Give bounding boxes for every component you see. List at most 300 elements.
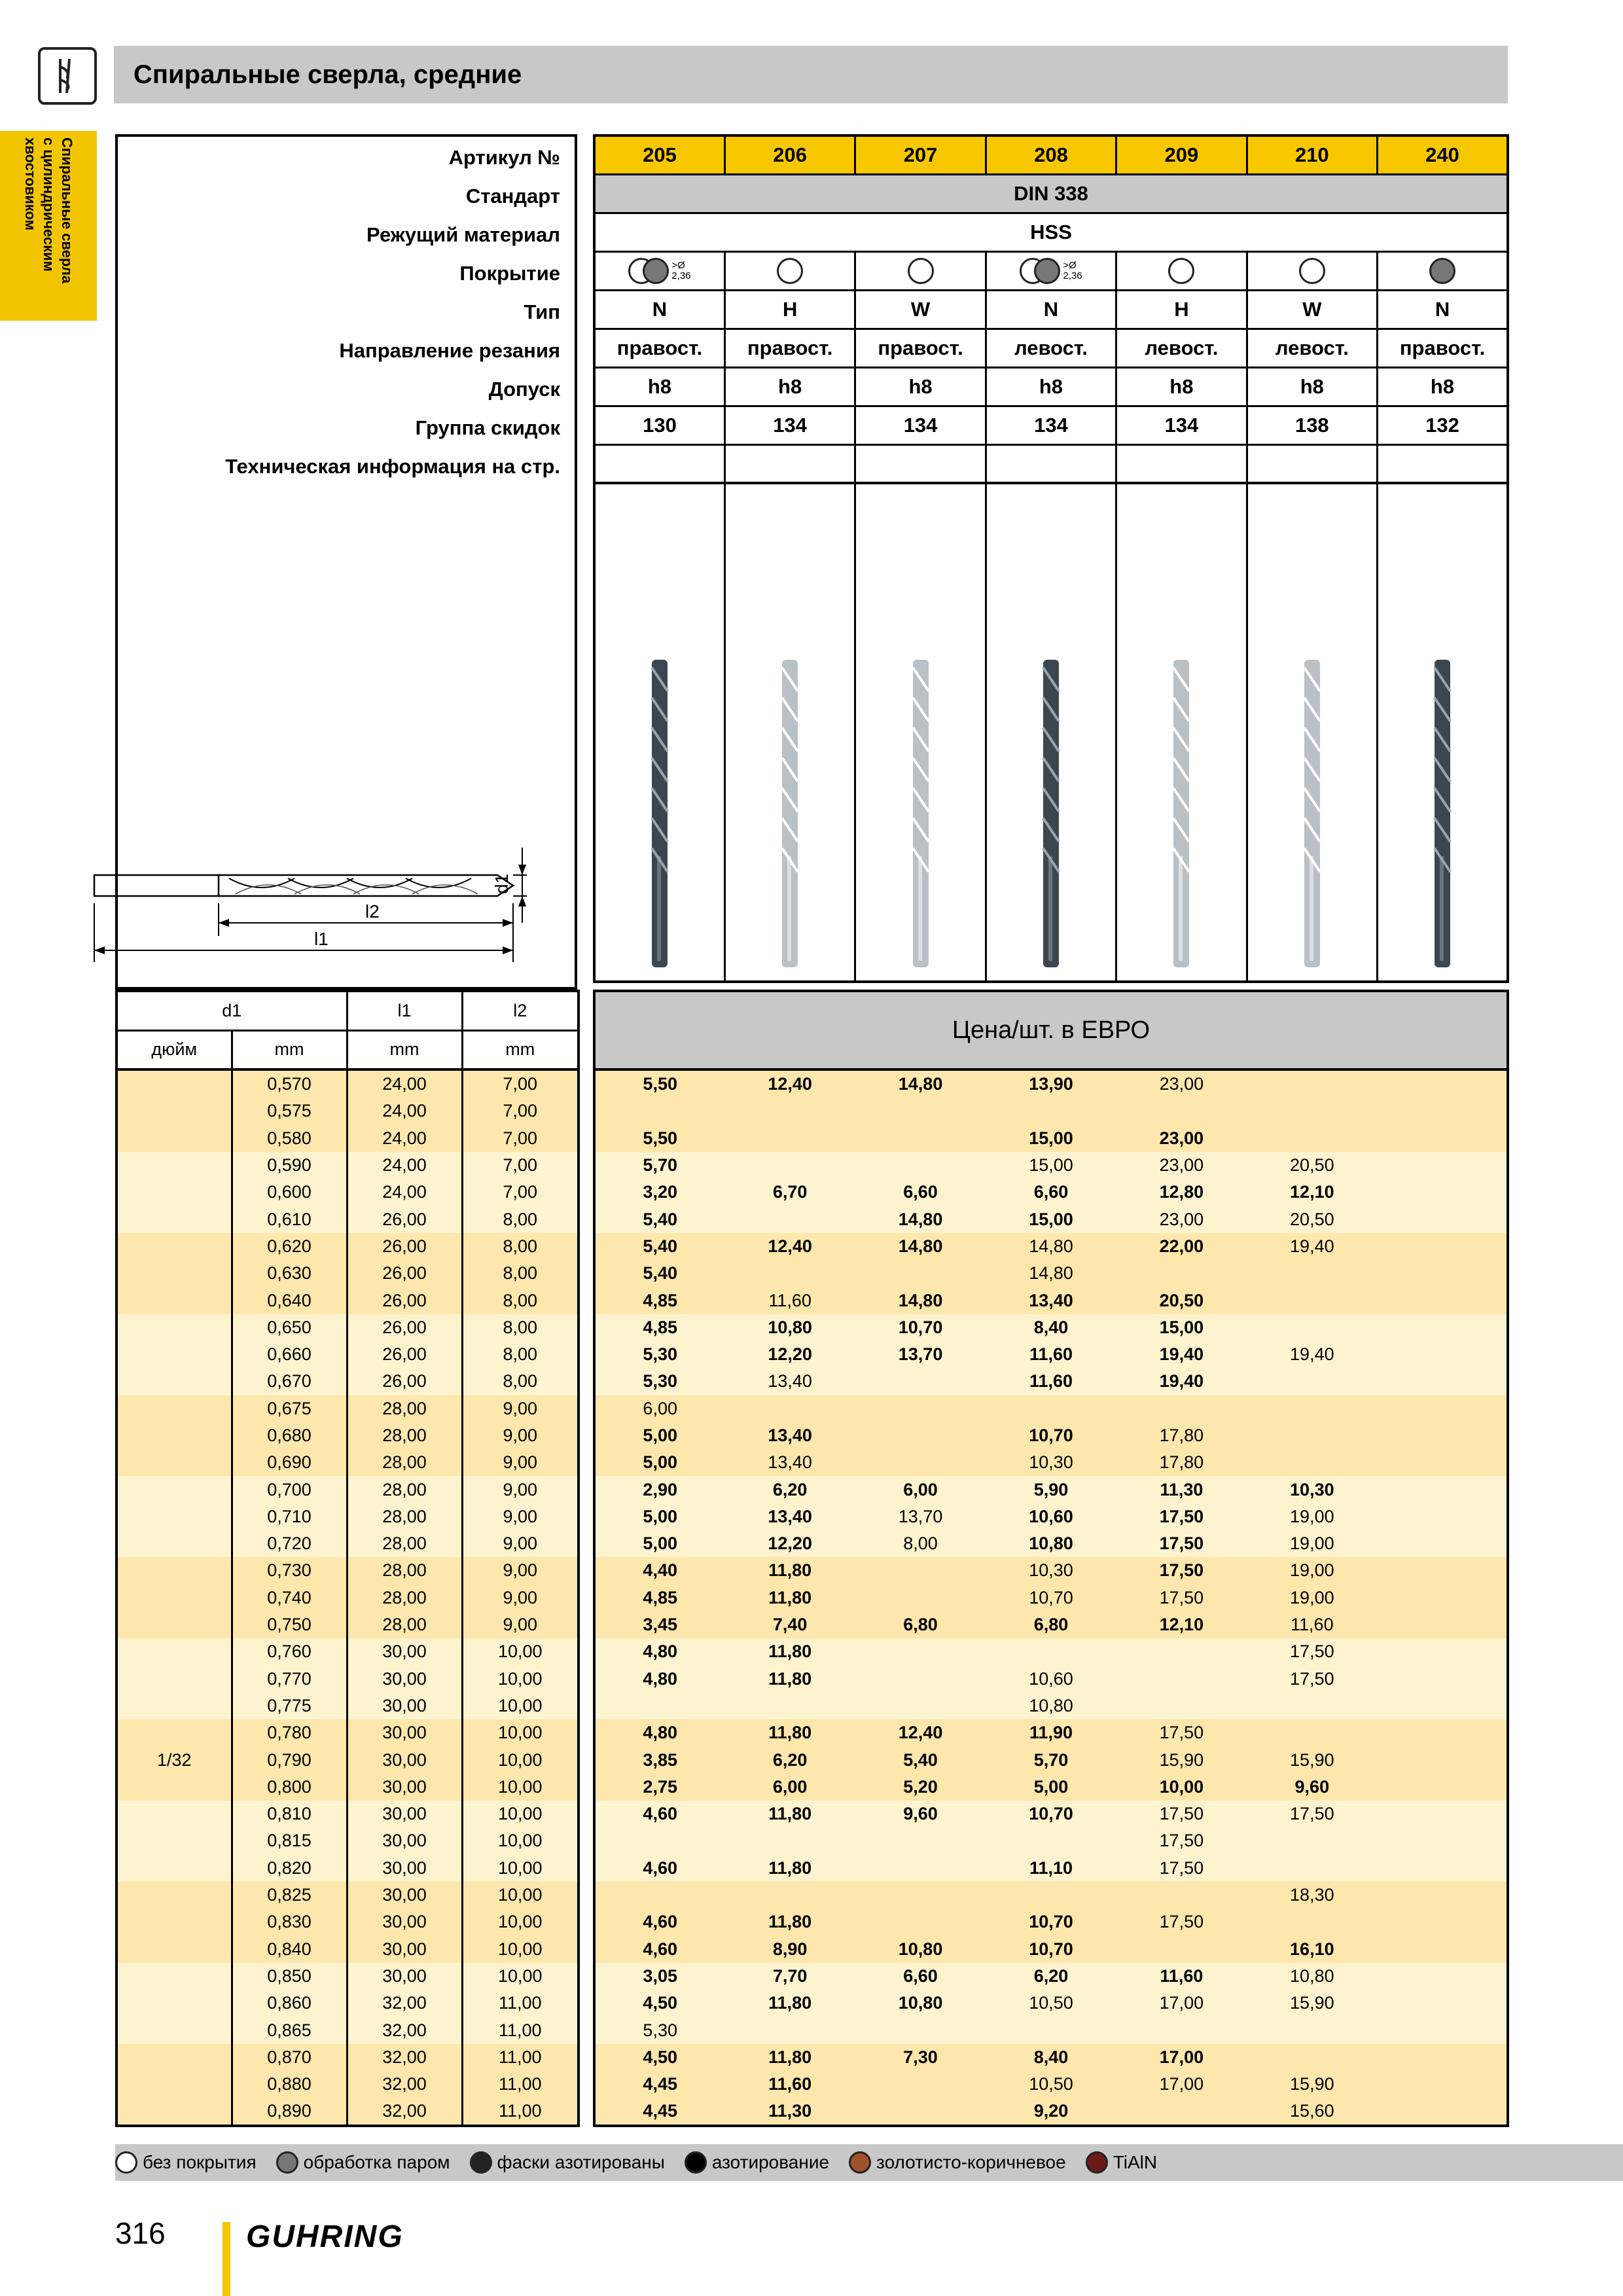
- diameter-mm-value: 0,790: [232, 1746, 347, 1773]
- inch-value: [116, 1611, 232, 1638]
- table-row: [116, 1774, 579, 1801]
- uncoated-icon: [777, 258, 803, 284]
- length-l2-value: 9,00: [462, 1422, 579, 1449]
- price-value: 10,70: [986, 1801, 1116, 1827]
- length-l1-value: 26,00: [347, 1260, 462, 1287]
- price-value: [855, 1693, 986, 1719]
- price-value: 11,10: [986, 1855, 1116, 1882]
- price-value: 19,00: [1247, 1557, 1377, 1584]
- price-value: 3,20: [594, 1179, 724, 1206]
- price-value: 4,85: [594, 1585, 724, 1611]
- inch-value: [116, 1152, 232, 1179]
- table-row: [594, 1638, 1508, 1665]
- price-value: 15,00: [986, 1206, 1116, 1232]
- price-value: [1378, 1936, 1508, 1963]
- price-value: [1378, 1719, 1508, 1746]
- price-value: [986, 1638, 1116, 1665]
- drill-image-row: [593, 484, 1509, 983]
- table-row: [594, 1746, 1508, 1773]
- price-value: 20,50: [1116, 1287, 1247, 1314]
- discount-group: 134: [724, 406, 855, 444]
- table-row: [116, 1071, 579, 1098]
- price-value: 17,50: [1116, 1827, 1247, 1854]
- article-number: 240: [1378, 135, 1508, 174]
- inch-value: [116, 1449, 232, 1476]
- table-row: [116, 1827, 579, 1854]
- price-value: [986, 1827, 1116, 1854]
- price-value: 17,50: [1247, 1638, 1377, 1665]
- price-value: 8,40: [986, 1314, 1116, 1341]
- length-l1-value: 30,00: [347, 1827, 462, 1854]
- price-value: [1378, 1233, 1508, 1260]
- table-row: [116, 1557, 579, 1584]
- price-value: [1378, 1395, 1508, 1422]
- price-value: 13,90: [986, 1071, 1116, 1098]
- length-l2-value: 7,00: [462, 1071, 579, 1098]
- drill-type: N: [986, 290, 1116, 329]
- price-value: [594, 1882, 724, 1909]
- price-value: [855, 1882, 986, 1909]
- price-value: [1247, 1098, 1377, 1124]
- inch-value: [116, 2044, 232, 2071]
- drill-photo: [1298, 660, 1327, 967]
- price-value: 17,50: [1116, 1855, 1247, 1882]
- price-value: 8,90: [724, 1936, 855, 1963]
- price-value: [855, 2098, 986, 2126]
- price-value: 11,80: [724, 1990, 855, 2017]
- price-value: 11,60: [1247, 1611, 1377, 1638]
- price-value: 15,00: [986, 1125, 1116, 1152]
- table-row: [116, 1585, 579, 1611]
- price-value: [1378, 1585, 1508, 1611]
- side-tab-label: Спиральные сверла с цилиндрическим хвостовиком: [22, 137, 75, 284]
- length-l1-value: 28,00: [347, 1422, 462, 1449]
- price-header: Цена/шт. в ЕВРО: [593, 990, 1509, 1071]
- tech-info-page: [594, 444, 724, 483]
- price-value: [1247, 1314, 1377, 1341]
- price-value: 3,85: [594, 1746, 724, 1773]
- price-value: 7,70: [724, 1963, 855, 1990]
- price-value: 12,40: [855, 1719, 986, 1746]
- diameter-mm-value: 0,675: [232, 1395, 347, 1422]
- price-value: [855, 1449, 986, 1476]
- table-row: [116, 1936, 579, 1963]
- inch-value: [116, 1963, 232, 1990]
- inch-value: [116, 1395, 232, 1422]
- price-value: [1116, 2017, 1247, 2043]
- table-row: [594, 1341, 1508, 1368]
- table-row: [594, 1071, 1508, 1098]
- price-value: 14,80: [855, 1071, 986, 1098]
- price-value: 6,00: [724, 1774, 855, 1801]
- table-row: [594, 1125, 1508, 1152]
- drill-schematic: [39, 707, 537, 988]
- price-value: 15,90: [1247, 1990, 1377, 2017]
- diameter-mm-value: 0,860: [232, 1990, 347, 2017]
- length-l2-value: 9,00: [462, 1557, 579, 1584]
- discount-group: 130: [594, 406, 724, 444]
- coating-cell: [724, 251, 855, 290]
- inch-value: [116, 1179, 232, 1206]
- coating-symbol: [1117, 253, 1245, 289]
- legend-item: [849, 2151, 1066, 2174]
- price-value: 12,40: [724, 1233, 855, 1260]
- price-value: 11,80: [724, 1719, 855, 1746]
- legend-label: золотисто-коричневое: [876, 2152, 1066, 2172]
- legend-label: фаски азотированы: [497, 2152, 665, 2172]
- table-row: [116, 1341, 579, 1368]
- price-value: 6,80: [855, 1611, 986, 1638]
- diameter-mm-value: 0,630: [232, 1260, 347, 1287]
- inch-value: [116, 1530, 232, 1557]
- table-row: [594, 1530, 1508, 1557]
- price-value: 4,60: [594, 1936, 724, 1963]
- inch-value: [116, 2098, 232, 2126]
- price-value: [1378, 1098, 1508, 1124]
- table-row: [116, 1611, 579, 1638]
- price-value: [1378, 1666, 1508, 1693]
- drill-photo: [906, 660, 935, 967]
- price-value: 17,00: [1116, 2044, 1247, 2071]
- price-value: [1247, 1909, 1377, 1935]
- length-l1-value: 32,00: [347, 2071, 462, 2098]
- price-value: 10,80: [855, 1936, 986, 1963]
- price-value: [1378, 1557, 1508, 1584]
- drill-type: W: [855, 290, 986, 329]
- table-row: [116, 1855, 579, 1882]
- price-value: 6,00: [855, 1476, 986, 1503]
- table-row: [594, 1855, 1508, 1882]
- inch-value: [116, 2017, 232, 2043]
- price-value: 15,90: [1247, 1746, 1377, 1773]
- price-value: 11,80: [724, 1557, 855, 1584]
- diameter-mm-value: 0,640: [232, 1287, 347, 1314]
- uncoated-icon: [1168, 258, 1194, 284]
- length-l2-value: 10,00: [462, 1855, 579, 1882]
- price-value: 17,50: [1116, 1909, 1247, 1935]
- nitrided-chamfer-icon: [470, 2151, 492, 2174]
- table-row: [116, 1666, 579, 1693]
- legend-item: [685, 2151, 829, 2174]
- price-value: 11,80: [724, 1666, 855, 1693]
- diameter-mm-value: 0,815: [232, 1827, 347, 1854]
- page-title: Спиральные сверла, средние: [134, 60, 522, 89]
- price-value: [855, 1585, 986, 1611]
- title-bar: [114, 46, 1508, 103]
- price-value: [1378, 1990, 1508, 2017]
- price-value: 11,80: [724, 1855, 855, 1882]
- spec-label: Артикул №: [448, 146, 560, 169]
- price-value: 7,30: [855, 2044, 986, 2071]
- table-row: [116, 1963, 579, 1990]
- legend-item: [115, 2151, 257, 2174]
- article-number: 205: [594, 135, 724, 174]
- length-l2-value: 10,00: [462, 1774, 579, 1801]
- price-value: 12,80: [1116, 1179, 1247, 1206]
- table-row: [594, 1882, 1508, 1909]
- diameter-mm-value: 0,820: [232, 1855, 347, 1882]
- diameter-mm-value: 0,750: [232, 1611, 347, 1638]
- drill-type: N: [1378, 290, 1508, 329]
- table-row: [594, 1368, 1508, 1395]
- price-value: 4,85: [594, 1287, 724, 1314]
- price-value: 5,40: [594, 1206, 724, 1232]
- length-l2-value: 9,00: [462, 1503, 579, 1530]
- table-row: [116, 1287, 579, 1314]
- length-l1-value: 30,00: [347, 1666, 462, 1693]
- price-value: [1378, 2017, 1508, 2043]
- price-value: [724, 1260, 855, 1287]
- price-value: 17,50: [1247, 1666, 1377, 1693]
- length-l2-value: 10,00: [462, 1936, 579, 1963]
- tech-info-page: [1378, 444, 1508, 483]
- table-row: [116, 1693, 579, 1719]
- length-l2-value: 7,00: [462, 1125, 579, 1152]
- coating-cell: [1116, 251, 1247, 290]
- price-value: [724, 1125, 855, 1152]
- price-value: [1116, 1936, 1247, 1963]
- price-value: [724, 2017, 855, 2043]
- article-number: 207: [855, 135, 986, 174]
- table-row: [594, 1449, 1508, 1476]
- price-value: [855, 1368, 986, 1395]
- price-value: 11,80: [724, 1909, 855, 1935]
- price-value: 13,40: [724, 1422, 855, 1449]
- legend-item: [470, 2151, 665, 2174]
- length-l1-value: 26,00: [347, 1314, 462, 1341]
- footer-accent-bar: [223, 2222, 230, 2296]
- price-value: [986, 2017, 1116, 2043]
- price-value: [1378, 1827, 1508, 1854]
- tialn-icon: [1086, 2151, 1108, 2174]
- length-l2-value: 9,00: [462, 1476, 579, 1503]
- price-value: [1378, 1260, 1508, 1287]
- table-row: [594, 1557, 1508, 1584]
- price-value: 12,20: [724, 1341, 855, 1368]
- table-row: [594, 1936, 1508, 1963]
- inch-value: 1/32: [116, 1746, 232, 1773]
- uncoated-icon: [115, 2151, 137, 2174]
- length-l2-value: 10,00: [462, 1746, 579, 1773]
- drill-image-cell: [1378, 484, 1508, 982]
- coating-cell: [1247, 251, 1377, 290]
- price-value: 6,80: [986, 1611, 1116, 1638]
- price-value: 19,40: [1247, 1341, 1377, 1368]
- price-value: 7,40: [724, 1611, 855, 1638]
- price-value: 10,60: [986, 1666, 1116, 1693]
- price-value: 13,40: [986, 1287, 1116, 1314]
- length-l2-value: 10,00: [462, 1666, 579, 1693]
- price-value: [594, 1693, 724, 1719]
- price-value: 13,70: [855, 1341, 986, 1368]
- length-l1-value: 30,00: [347, 1882, 462, 1909]
- inch-value: [116, 1287, 232, 1314]
- price-value: 6,70: [724, 1179, 855, 1206]
- length-l2-value: 11,00: [462, 2098, 579, 2126]
- table-row: [116, 1530, 579, 1557]
- diameter-mm-value: 0,580: [232, 1125, 347, 1152]
- length-l2-value: 10,00: [462, 1801, 579, 1827]
- length-l2-value: 8,00: [462, 1206, 579, 1232]
- price-value: [1116, 1638, 1247, 1665]
- length-l2-value: 9,00: [462, 1449, 579, 1476]
- length-l2-value: 10,00: [462, 1693, 579, 1719]
- inch-value: [116, 1693, 232, 1719]
- table-row: [594, 1287, 1508, 1314]
- price-value: 13,70: [855, 1503, 986, 1530]
- inch-value: [116, 1341, 232, 1368]
- inch-value: [116, 1071, 232, 1098]
- price-value: 19,40: [1247, 1233, 1377, 1260]
- inch-value: [116, 1801, 232, 1827]
- diameter-mm-value: 0,775: [232, 1693, 347, 1719]
- table-row: [594, 1314, 1508, 1341]
- length-l1-value: 30,00: [347, 1746, 462, 1773]
- length-l2-value: 10,00: [462, 1909, 579, 1935]
- price-value: 19,40: [1116, 1368, 1247, 1395]
- price-value: [855, 1557, 986, 1584]
- length-l1-value: 24,00: [347, 1179, 462, 1206]
- table-row: [116, 1098, 579, 1124]
- price-value: 22,00: [1116, 1233, 1247, 1260]
- price-value: 6,60: [986, 1179, 1116, 1206]
- price-value: 5,20: [855, 1774, 986, 1801]
- table-row: [116, 1314, 579, 1341]
- price-value: 10,70: [986, 1909, 1116, 1935]
- price-value: 10,00: [1116, 1774, 1247, 1801]
- price-value: 11,80: [724, 1801, 855, 1827]
- table-row: [594, 1666, 1508, 1693]
- price-value: 4,50: [594, 1990, 724, 2017]
- price-value: 14,80: [855, 1287, 986, 1314]
- length-l2-value: 8,00: [462, 1368, 579, 1395]
- price-value: [855, 1855, 986, 1882]
- length-l1-value: 24,00: [347, 1152, 462, 1179]
- coating-symbol: [856, 253, 984, 289]
- table-row: [116, 1882, 579, 1909]
- price-value: [1116, 1260, 1247, 1287]
- length-l2-value: 10,00: [462, 1963, 579, 1990]
- price-value: [986, 1882, 1116, 1909]
- tolerance: h8: [1378, 367, 1508, 406]
- inch-unit-header: дюйм: [116, 1030, 232, 1069]
- price-value: [1247, 1693, 1377, 1719]
- price-value: [1378, 1611, 1508, 1638]
- inch-value: [116, 1233, 232, 1260]
- price-value: 10,80: [1247, 1963, 1377, 1990]
- steam-icon: [1429, 258, 1455, 284]
- price-value: [855, 1909, 986, 1935]
- price-value: 5,70: [594, 1152, 724, 1179]
- prices-table: [593, 1071, 1509, 2127]
- table-row: [594, 1233, 1508, 1260]
- price-value: [855, 2017, 986, 2043]
- price-value: 19,00: [1247, 1585, 1377, 1611]
- price-value: 19,00: [1247, 1530, 1377, 1557]
- article-number: 206: [724, 135, 855, 174]
- price-value: 5,90: [986, 1476, 1116, 1503]
- price-value: 10,30: [1247, 1476, 1377, 1503]
- price-value: [855, 1422, 986, 1449]
- price-value: [1378, 1855, 1508, 1882]
- price-value: 12,10: [1247, 1179, 1377, 1206]
- length-l2-value: 10,00: [462, 1882, 579, 1909]
- coating-legend: [115, 2144, 1623, 2181]
- tech-info-page: [986, 444, 1116, 483]
- price-value: 10,70: [855, 1314, 986, 1341]
- price-value: [1116, 1693, 1247, 1719]
- price-value: 5,00: [594, 1422, 724, 1449]
- price-value: 14,80: [986, 1260, 1116, 1287]
- price-value: 13,40: [724, 1503, 855, 1530]
- price-value: 4,45: [594, 2071, 724, 2098]
- price-value: [855, 1638, 986, 1665]
- inch-value: [116, 1855, 232, 1882]
- drill-image-cell: [1247, 484, 1377, 982]
- diameter-mm-value: 0,690: [232, 1449, 347, 1476]
- price-value: 15,90: [1116, 1746, 1247, 1773]
- diameter-mm-value: 0,865: [232, 2017, 347, 2043]
- price-value: [1378, 1179, 1508, 1206]
- diameter-mm-value: 0,840: [232, 1936, 347, 1963]
- length-l2-value: 11,00: [462, 2044, 579, 2071]
- price-value: [724, 1693, 855, 1719]
- cutting-direction: правост.: [724, 329, 855, 367]
- table-row: [116, 1179, 579, 1206]
- price-value: [1378, 1368, 1508, 1395]
- length-l1-value: 26,00: [347, 1368, 462, 1395]
- inch-value: [116, 1936, 232, 1963]
- price-value: [724, 1152, 855, 1179]
- price-value: [1247, 1395, 1377, 1422]
- drill-photo: [1428, 660, 1457, 967]
- length-l1-value: 28,00: [347, 1611, 462, 1638]
- length-l2-value: 9,00: [462, 1611, 579, 1638]
- table-row: [594, 2098, 1508, 2126]
- inch-value: [116, 1368, 232, 1395]
- price-value: 15,60: [1247, 2098, 1377, 2126]
- price-value: 6,60: [855, 1963, 986, 1990]
- price-value: 6,20: [986, 1963, 1116, 1990]
- length-l1-value: 28,00: [347, 1476, 462, 1503]
- price-value: 5,00: [986, 1774, 1116, 1801]
- coating-diameter-note: >Ø 2,36: [671, 259, 691, 281]
- price-value: [986, 1098, 1116, 1124]
- length-l2-value: 11,00: [462, 2017, 579, 2043]
- price-value: 10,50: [986, 2071, 1116, 2098]
- price-value: 10,30: [986, 1449, 1116, 1476]
- inch-value: [116, 1666, 232, 1693]
- cutting-direction: правост.: [855, 329, 986, 367]
- price-value: [1378, 1449, 1508, 1476]
- table-row: [116, 1368, 579, 1395]
- price-value: [855, 1260, 986, 1287]
- price-value: 5,00: [594, 1530, 724, 1557]
- price-value: 17,50: [1116, 1585, 1247, 1611]
- diameter-mm-value: 0,680: [232, 1422, 347, 1449]
- price-value: 4,40: [594, 1557, 724, 1584]
- spec-label: Покрытие: [459, 262, 560, 285]
- price-value: [1247, 1449, 1377, 1476]
- table-row: [594, 1179, 1508, 1206]
- gold-brown-icon: [849, 2151, 871, 2174]
- price-value: 4,60: [594, 1801, 724, 1827]
- price-value: [1247, 1071, 1377, 1098]
- price-value: [724, 1882, 855, 1909]
- table-row: [116, 2098, 579, 2126]
- price-value: [1378, 1125, 1508, 1152]
- length-l1-value: 30,00: [347, 1936, 462, 1963]
